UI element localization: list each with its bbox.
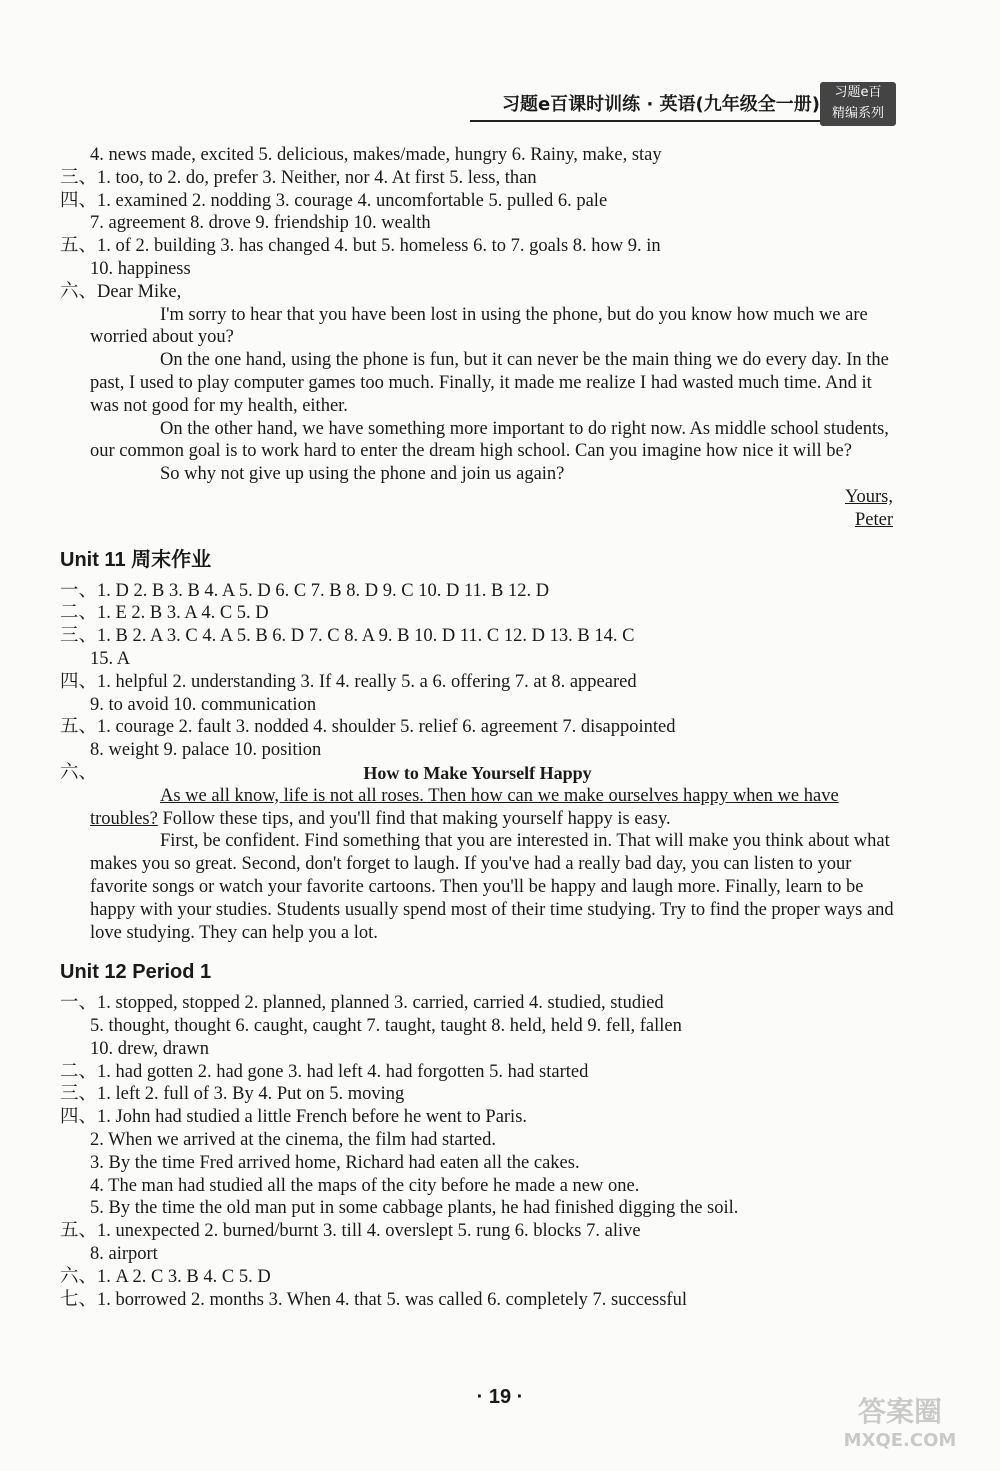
closing-text: Yours, [845, 486, 893, 507]
essay-underlined: As we all know, life is not all roses. Then how can we make ourselves happy when we have troubles? [90, 785, 839, 829]
answer-line: 三、1. too, to 2. do, prefer 3. Neither, nor 4. At first 5. less, than [60, 167, 537, 188]
answer-line: 四、1. John had studied a little French before he went to Paris. [60, 1107, 528, 1128]
answer-content [60, 144, 895, 1311]
answer-line: 15. A [90, 648, 131, 669]
answer-line: 8. airport [90, 1244, 158, 1265]
answer-line: 2. When we arrived at the cinema, the film had started. [90, 1130, 496, 1151]
letter-paragraph: On the one hand, using the phone is fun, but it can never be the main thing we do every day. In the past, I used to play computer games too much. Finally, it made me realize I had wasted much time. And it was not good for my health, either. [90, 350, 889, 416]
answer-line: 二、1. had gotten 2. had gone 3. had left 4. had forgotten 5. had started [60, 1061, 589, 1082]
essay-text: Follow these tips, and you'll find that making yourself happy is easy. [157, 808, 671, 829]
answer-line: 9. to avoid 10. communication [90, 694, 317, 715]
watermark-logo [810, 1390, 990, 1460]
unit12-heading: Unit 12 Period 1 [60, 961, 212, 984]
answer-line: 5. thought, thought 6. caught, caught 7. taught, taught 8. held, held 9. fell, fallen [90, 1016, 682, 1037]
essay-title: How to Make Yourself Happy [363, 762, 592, 783]
answer-line: 7. agreement 8. drove 9. friendship 10. wealth [90, 213, 431, 234]
answer-line: 五、1. courage 2. fault 3. nodded 4. shoulder 5. relief 6. agreement 7. disappointed [60, 717, 676, 738]
answer-line: 二、1. E 2. B 3. A 4. C 5. D [60, 603, 269, 624]
answer-line: 五、1. of 2. building 3. has changed 4. but 5. homeless 6. to 7. goals 8. how 9. in [60, 236, 661, 257]
header-title: 习题e百课时训练 · 英语(九年级全一册) [501, 94, 820, 115]
watermark-main: 答案圈 [857, 1395, 942, 1428]
answer-line: 10. drew, drawn [90, 1038, 210, 1059]
essay-paragraph [60, 785, 895, 831]
essay-paragraph: First, be confident. Find something that you are interested in. That will make you think about what makes you so great. Second, don't forget to laugh. If you've had a really bad day, you can listen to your favorite songs or watch your favorite cartoons. Then you'll be happy and laugh more. Finally, learn to be happy with your studies. Students usually spend most of their time studying. Try to find the proper ways and love studying. They can help you a lot. [90, 831, 894, 943]
answer-line: 三、1. B 2. A 3. C 4. A 5. B 6. D 7. C 8. A 9. B 10. D 11. C 12. D 13. B 14. C [60, 626, 635, 647]
answer-line: 3. By the time Fred arrived home, Richard had eaten all the cakes. [90, 1152, 580, 1173]
answer-line: 一、1. D 2. B 3. B 4. A 5. D 6. C 7. B 8. D 9. C 10. D 11. B 12. D [60, 580, 550, 601]
answer-line: 三、1. left 2. full of 3. By 4. Put on 5. moving [60, 1084, 405, 1105]
section-marker: 六、 [60, 762, 98, 783]
answer-line: 8. weight 9. palace 10. position [90, 740, 322, 761]
answer-line: 五、1. unexpected 2. burned/burnt 3. till 4. overslept 5. rung 6. blocks 7. alive [60, 1221, 641, 1242]
answer-line: 一、1. stopped, stopped 2. planned, planned 3. carried, carried 4. studied, studied [60, 993, 664, 1014]
series-badge [820, 82, 896, 126]
badge-bottom: 精编系列 [831, 106, 884, 121]
answer-line: 10. happiness [90, 258, 191, 279]
unit11-heading: Unit 11 周末作业 [60, 548, 212, 571]
page-number: · 19 · [476, 1386, 524, 1408]
answer-line: 4. news made, excited 5. delicious, makes/made, hungry 6. Rainy, make, stay [90, 145, 662, 165]
answer-line: 5. By the time the old man put in some cabbage plants, he had finished digging the soil. [90, 1198, 739, 1219]
answer-line: 四、1. examined 2. nodding 3. courage 4. uncomfortable 5. pulled 6. pale [60, 190, 608, 211]
badge-top: 习题e百 [834, 85, 882, 100]
answer-line: 六、1. A 2. C 3. B 4. C 5. D [60, 1266, 271, 1287]
answer-line: 4. The man had studied all the maps of the city before he made a new one. [90, 1175, 640, 1196]
essay-header-row [60, 762, 895, 785]
letter-salutation: 六、Dear Mike, [60, 281, 182, 302]
letter-closing [60, 486, 895, 509]
letter-paragraph: I'm sorry to hear that you have been lost in using the phone, but do you know how much we are worried about you? [90, 304, 868, 348]
watermark-sub: MXQE.COM [843, 1430, 957, 1451]
answer-line: 四、1. helpful 2. understanding 3. If 4. really 5. a 6. offering 7. at 8. appeared [60, 671, 637, 692]
signature-text: Peter [854, 509, 893, 530]
letter-paragraph: So why not give up using the phone and join us again? [160, 464, 565, 485]
letter-paragraph: On the other hand, we have something more important to do right now. As middle school students, our common goal is to work hard to enter the dream high school. Can you imagine how nice it will be? [90, 418, 889, 462]
letter-signature [60, 509, 895, 532]
answer-line: 七、1. borrowed 2. months 3. When 4. that 5. was called 6. completely 7. successful [60, 1289, 687, 1310]
header-rule [470, 120, 820, 122]
